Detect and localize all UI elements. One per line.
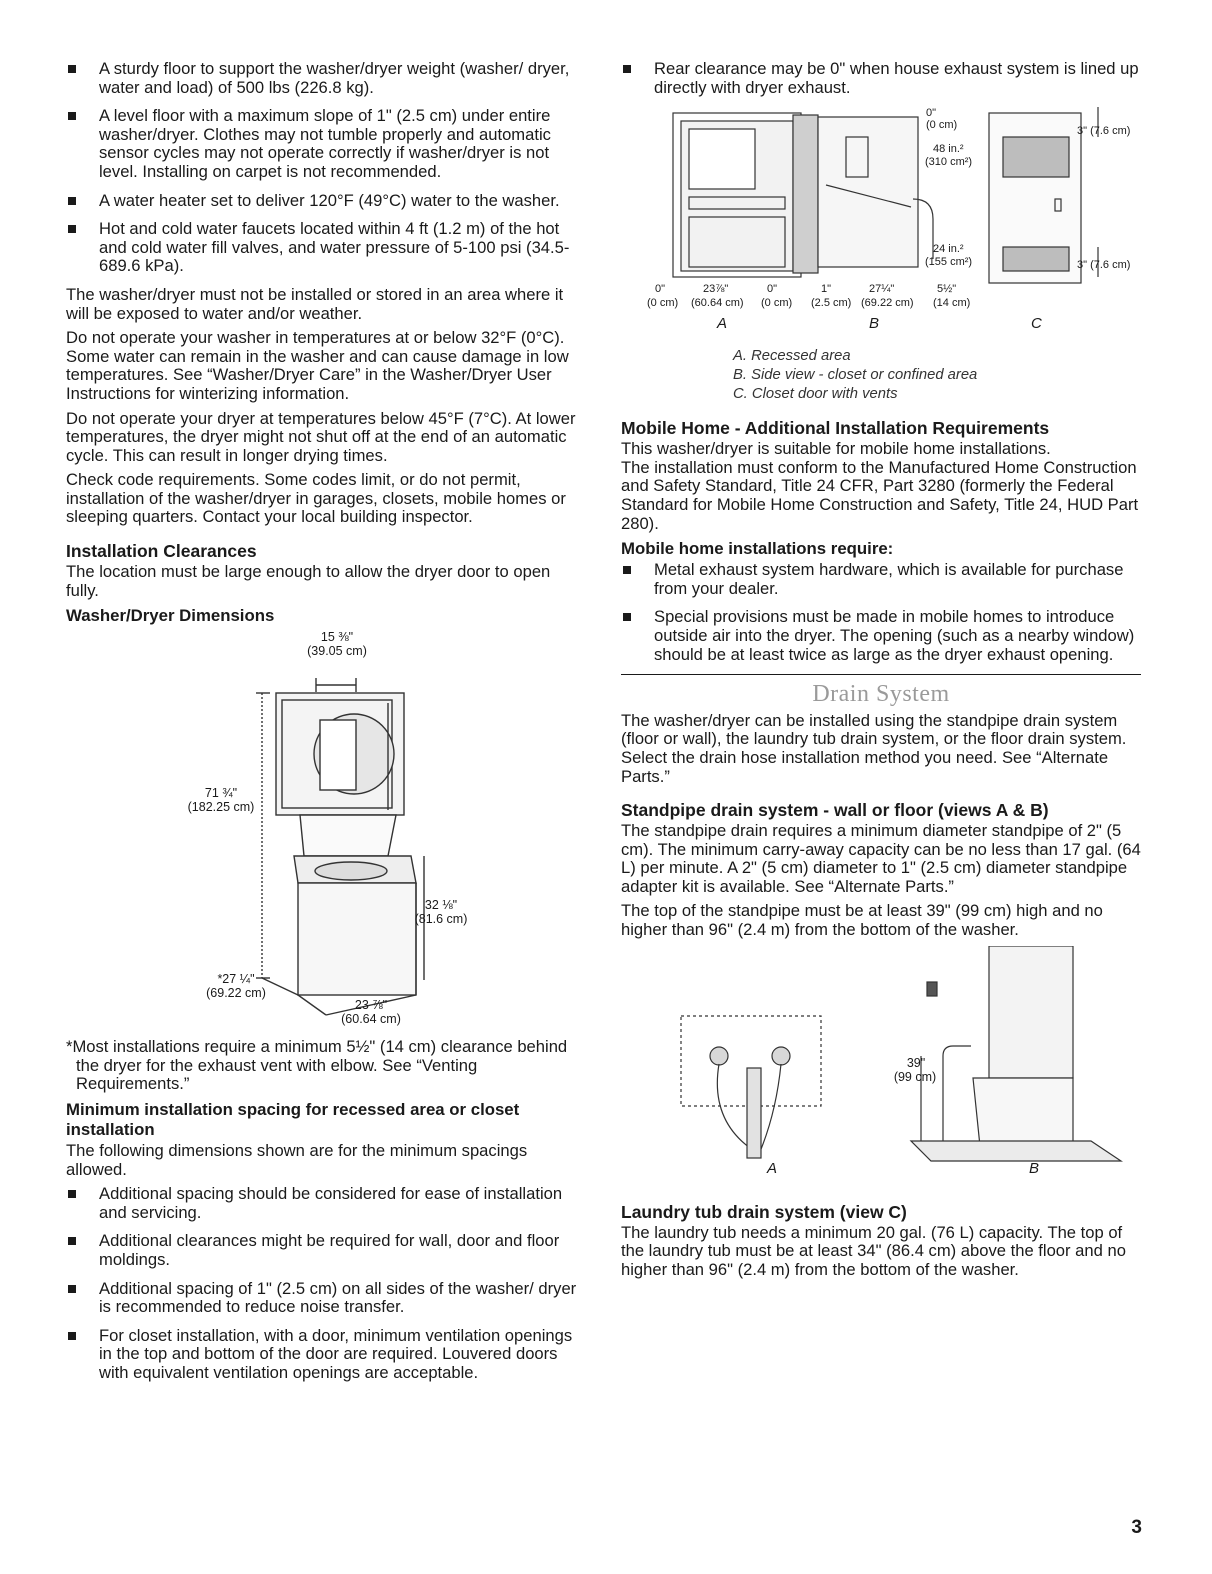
- clearance-label: (69.22 cm): [861, 297, 914, 310]
- dim-label: (39.05 cm): [307, 644, 367, 659]
- paragraph: The standpipe drain requires a minimum diameter standpipe of 2" (5 cm). The minimum carry-away capacity can be no less than 17 gal. (64 L) per minute. A 2" (5 cm) diameter to 1" (2.5 cm) diameter standpipe adapter kit is available. See “Alternate Parts.”: [621, 821, 1141, 896]
- view-label-b: B: [869, 315, 880, 333]
- dim-label: (99 cm): [893, 1069, 937, 1084]
- clearance-label: 3" (7.6 cm): [1077, 259, 1131, 272]
- paragraph: The installation must conform to the Manufactured Home Construction and Safety Standard, Title 24 CFR, Part 3280 (formerly the Federal Standard for Mobile Home Construction and Safety, Title 24, HUD Part 280).: [621, 457, 1139, 533]
- list-item: Metal exhaust system hardware, which is available for purchase from your dealer.: [621, 561, 1141, 598]
- clearance-label: (0 cm): [647, 297, 679, 310]
- clearance-label: 27¼": [869, 283, 895, 296]
- list-item: A level floor with a maximum slope of 1" (2.5 cm) under entire washer/dryer. Clothes may not tumble properly and automatic sensor cycles may not operate correctly if washer/dryer is not level. Installing on carpet is not recommended.: [66, 107, 586, 181]
- clearance-label: (2.5 cm): [811, 297, 852, 310]
- heading-mobile-home: Mobile Home - Additional Installation Requirements: [621, 418, 1050, 439]
- dim-label: (60.64 cm): [341, 1012, 401, 1027]
- list-item: Additional spacing should be considered for ease of installation and servicing.: [66, 1185, 586, 1222]
- standpipe-illustration: [621, 946, 1141, 1176]
- clearance-label: 23⅞": [703, 283, 729, 296]
- paragraph: Do not operate your dryer at temperatures below 45°F (7°C). At lower temperatures, the dryer might not shut off at the end of an automatic cycle. This can result in longer drying times.: [66, 408, 576, 465]
- vent-label: (310 cm²): [925, 156, 973, 169]
- dim-label: 71 ¾": [204, 786, 238, 801]
- paragraph: The washer/dryer must not be installed or stored in an area where it will be exposed to water and/or weather.: [66, 284, 564, 323]
- list-item: Additional clearances might be required for wall, door and floor moldings.: [66, 1232, 586, 1269]
- dim-label: (81.6 cm): [414, 912, 468, 927]
- dim-label: 32 ⅛": [424, 898, 458, 913]
- vent-label: 48 in.²: [933, 143, 964, 156]
- list-item: Special provisions must be made in mobile homes to introduce outside air into the dryer. The opening (such as a nearby window) should be at least twice as large as the dryer exhaust opening.: [621, 608, 1141, 664]
- clearance-label: 1": [821, 283, 832, 296]
- standpipe-drain-figure: [621, 946, 1141, 1176]
- clearance-label: 0": [767, 283, 778, 296]
- figure-legend: [621, 347, 1141, 404]
- clearance-label: 3" (7.6 cm): [1077, 125, 1131, 138]
- section-divider: [621, 674, 1141, 675]
- list-item: Rear clearance may be 0" when house exhaust system is lined up directly with dryer exhaust.: [621, 60, 1141, 97]
- dim-label: *27 ¼": [217, 972, 255, 987]
- paragraph: The location must be large enough to allow the dryer door to open fully.: [66, 562, 551, 600]
- view-label-a: A: [767, 1159, 778, 1177]
- view-label-a: A: [717, 315, 728, 333]
- list-item: A sturdy floor to support the washer/dryer weight (washer/ dryer, water and load) of 500 lbs (226.8 kg).: [66, 60, 586, 97]
- heading-minimum-spacing: Minimum installation spacing for recessed area or closet installation: [66, 1100, 520, 1140]
- dim-label: (69.22 cm): [206, 986, 266, 1001]
- dim-label: 23 ⅞": [354, 998, 388, 1013]
- paragraph: The laundry tub needs a minimum 20 gal. (76 L) capacity. The top of the laundry tub must be at least 34" (86.4 cm) above the floor and no higher than 96" (2.4 m) from the bottom of the washer.: [621, 1222, 1126, 1279]
- view-label-c: C: [1031, 315, 1042, 333]
- heading-dimensions: Washer/Dryer Dimensions: [66, 606, 275, 626]
- view-label-b: B: [1029, 1159, 1040, 1177]
- paragraph: The following dimensions shown are for the minimum spacings allowed.: [66, 1141, 528, 1179]
- clearance-label: (0 cm): [761, 297, 793, 310]
- paragraph: This washer/dryer is suitable for mobile home installations.: [621, 439, 1051, 459]
- list-item: Hot and cold water faucets located within 4 ft (1.2 m) of the hot and cold water fill valves, and water pressure of 5-100 psi (34.5-689.6 kPa).: [66, 220, 586, 276]
- clearance-illustration: [621, 107, 1141, 347]
- heading-standpipe: Standpipe drain system - wall or floor (views A & B): [621, 800, 1049, 821]
- left-column: [66, 60, 586, 1393]
- vent-label: 24 in.²: [933, 243, 964, 256]
- dim-label: 39": [906, 1055, 926, 1070]
- heading-installation-clearances: Installation Clearances: [66, 541, 257, 562]
- legend-item: A. Recessed area: [733, 348, 851, 365]
- legend-item: B. Side view - closet or confined area: [733, 367, 978, 384]
- list-item: Additional spacing of 1" (2.5 cm) on all sides of the washer/ dryer is recommended to reduce noise transfer.: [66, 1280, 586, 1317]
- stacked-washer-dryer-illustration: [66, 628, 586, 1038]
- heading-laundry-tub: Laundry tub drain system (view C): [621, 1201, 907, 1222]
- clearance-label: 0": [926, 107, 937, 120]
- clearance-figure: [621, 107, 1141, 347]
- vent-label: (155 cm²): [925, 256, 973, 269]
- page-number: 3: [1131, 1517, 1142, 1538]
- clearance-label: 0": [655, 283, 666, 296]
- paragraph: Check code requirements. Some codes limit, or do not permit, installation of the washer/dryer in garages, closets, mobile homes or sleeping quarters. Contact your local building inspector.: [66, 470, 566, 527]
- footnote: *Most installations require a minimum 5½" (14 cm) clearance behind the dryer for the exhaust vent with elbow. See “Venting Requirements.”: [66, 1037, 568, 1094]
- paragraph: The washer/dryer can be installed using the standpipe drain system (floor or wall), the laundry tub drain system, or the floor drain system. Select the drain hose installation method you need. See “Alternate Parts.”: [621, 710, 1127, 786]
- clearance-label: (60.64 cm): [691, 297, 744, 310]
- paragraph: Do not operate your washer in temperatures at or below 32°F (0°C). Some water can remain in the washer and can cause damage in low temperatures. See “Washer/Dryer Care” in the Washer/Dryer User Instructions for winterizing information.: [66, 328, 569, 403]
- heading-mobile-requirements: Mobile home installations require:: [621, 539, 894, 559]
- dim-label: 15 ⅜": [320, 630, 354, 645]
- washer-dryer-dimensions-figure: [66, 628, 586, 1038]
- list-item: For closet installation, with a door, minimum ventilation openings in the top and bottom of the door are required. Louvered doors with equivalent ventilation openings are acceptable.: [66, 1327, 586, 1383]
- dim-label: (182.25 cm): [187, 800, 255, 815]
- section-title-drain: Drain System: [812, 681, 950, 708]
- clearance-label: (14 cm): [933, 297, 971, 310]
- list-item: A water heater set to deliver 120°F (49°C) water to the washer.: [66, 192, 586, 211]
- clearance-label: 5½": [937, 283, 957, 296]
- clearance-label: (0 cm): [926, 119, 958, 132]
- right-column: [621, 60, 1141, 1285]
- paragraph: The top of the standpipe must be at least 39" (99 cm) high and no higher than 96" (2.4 m) from the bottom of the washer.: [621, 901, 1103, 940]
- legend-item: C. Closet door with vents: [733, 386, 898, 403]
